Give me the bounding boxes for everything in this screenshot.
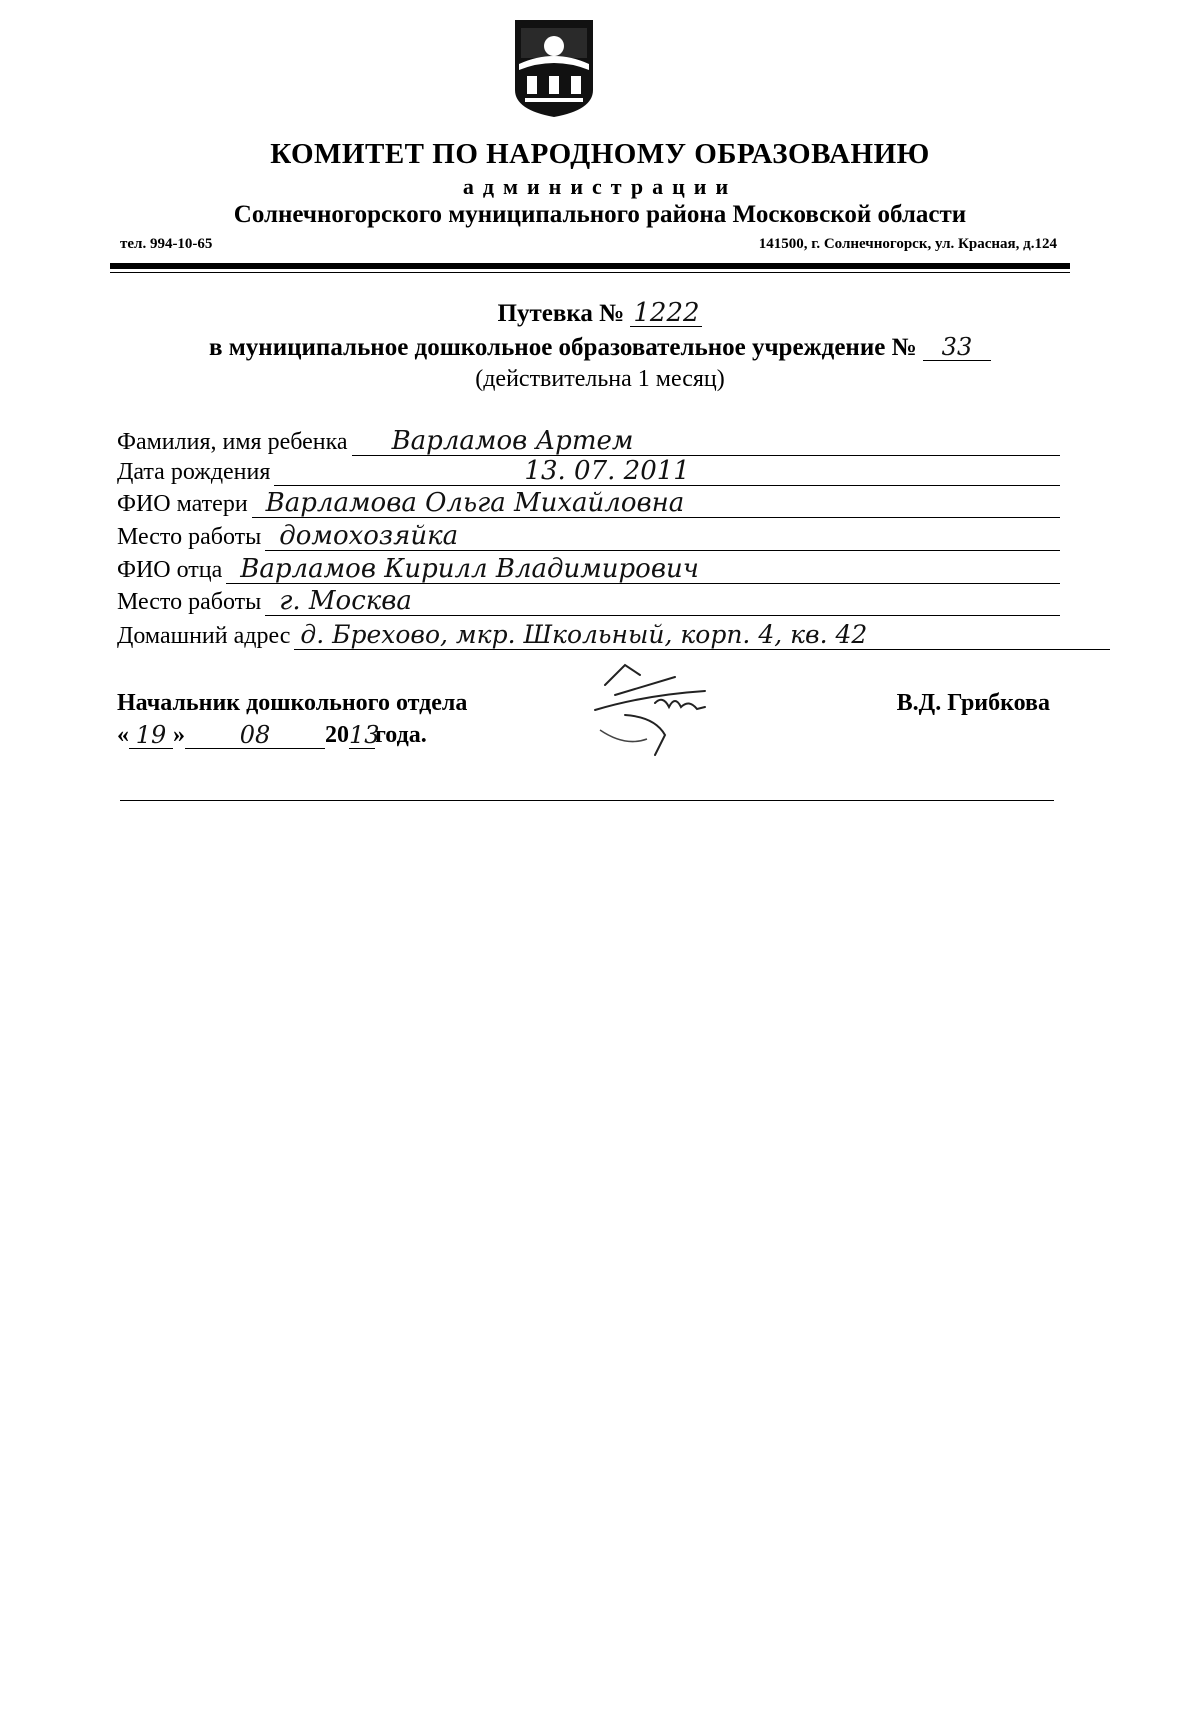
district-title: Солнечногорского муниципального района Московской области xyxy=(233,201,967,228)
signer-name: В.Д. Грибкова xyxy=(896,690,1050,716)
voucher-title xyxy=(0,300,1200,328)
field-row-home-address xyxy=(117,620,1110,650)
phone-number: тел. 994-10-65 xyxy=(120,236,213,252)
field-value: Варламов Артем xyxy=(352,427,1060,456)
handwritten-signature xyxy=(585,655,765,765)
date-open-quote: « xyxy=(117,722,129,748)
field-label: Домашний адрес xyxy=(117,623,291,649)
field-value: д. Брехово, мкр. Школьный, корп. 4, кв. 42 xyxy=(294,621,1110,650)
date-month: 08 xyxy=(185,722,325,749)
field-label: ФИО матери xyxy=(117,491,248,517)
administration-subtitle: администрации xyxy=(462,174,738,199)
field-row-child-name xyxy=(117,426,1060,456)
field-value: Варламов Кирилл Владимирович xyxy=(226,555,1060,584)
field-row-mother-work xyxy=(117,521,1060,551)
postal-address: 141500, г. Солнечногорск, ул. Красная, д.124 xyxy=(758,236,1057,252)
field-row-father-work xyxy=(117,586,1060,616)
validity-note: (действительна 1 месяц) xyxy=(475,366,725,392)
field-value: 13. 07. 2011 xyxy=(274,457,1060,486)
date-close-quote: » xyxy=(173,722,185,748)
issue-date xyxy=(117,722,427,749)
field-value: домохозяйка xyxy=(265,522,1060,551)
field-label: Место работы xyxy=(117,524,262,550)
field-label: Дата рождения xyxy=(117,459,271,485)
field-label: ФИО отца xyxy=(117,557,223,583)
date-year-label: года. xyxy=(375,722,427,748)
date-day: 19 xyxy=(129,722,173,749)
coat-of-arms-emblem xyxy=(511,18,597,118)
header-divider-thick xyxy=(110,263,1070,269)
header-divider-thin xyxy=(110,272,1070,273)
bottom-divider xyxy=(120,800,1054,801)
field-row-mother xyxy=(117,488,1060,518)
institution-label: в муниципальное дошкольное образовательное учреждение № xyxy=(209,334,917,361)
position-title: Начальник дошкольного отдела xyxy=(117,690,468,716)
field-row-father xyxy=(117,554,1060,584)
voucher-number: 1222 xyxy=(630,300,702,327)
field-value: Варламова Ольга Михайловна xyxy=(252,489,1060,518)
field-value: г. Москва xyxy=(265,587,1060,616)
date-year-suffix: 13 xyxy=(349,721,380,749)
field-label: Фамилия, имя ребенка xyxy=(117,429,348,455)
committee-title: КОМИТЕТ ПО НАРОДНОМУ ОБРАЗОВАНИЮ xyxy=(270,138,930,170)
institution-number: 33 xyxy=(923,334,991,361)
institution-line xyxy=(0,334,1200,362)
date-year-prefix: 20 xyxy=(325,722,349,748)
voucher-title-label: Путевка № xyxy=(497,300,625,327)
field-label: Место работы xyxy=(117,589,262,615)
field-row-birth-date xyxy=(117,456,1060,486)
